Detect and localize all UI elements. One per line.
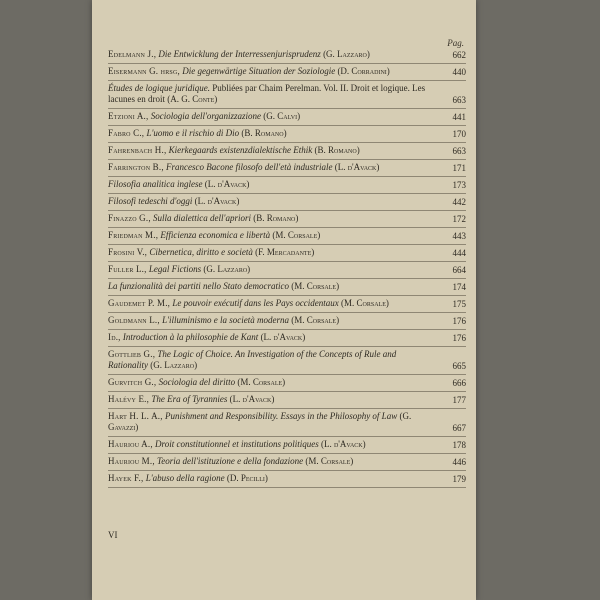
entry-title: Die Entwicklung der Interressenjurisprudenz xyxy=(158,49,321,59)
entry-text xyxy=(108,281,444,292)
entry-title: Le pouvoir exécutif dans les Pays occidentaux xyxy=(172,298,339,308)
entry-page-number: 178 xyxy=(452,440,466,450)
entry-reviewer: (F. Mercadante) xyxy=(255,247,315,257)
entry-title: Introduction à la philosophie de Kant xyxy=(122,332,259,342)
entry-title: L'abuso della ragione xyxy=(145,473,225,483)
entry-author: Hayek F., xyxy=(108,473,144,483)
index-entry xyxy=(108,81,466,109)
entry-title: Teoria dell'istituzione e della fondazione xyxy=(157,456,304,466)
index-entry xyxy=(108,262,466,279)
entry-text xyxy=(108,83,444,105)
entry-author: Finazzo G., xyxy=(108,213,151,223)
entry-page-number: 174 xyxy=(452,282,466,292)
entry-text xyxy=(108,473,444,484)
page-number: VI xyxy=(108,530,118,540)
index-entry xyxy=(108,296,466,313)
entry-reviewer: (A. G. Conte) xyxy=(167,94,218,104)
entry-author: Gurvitch G., xyxy=(108,377,157,387)
entry-reviewer: (G. Lazzaro) xyxy=(150,360,198,370)
entry-page-number: 440 xyxy=(452,67,466,77)
entry-title: Sociologia del diritto xyxy=(158,377,236,387)
entry-author: Hauriou M., xyxy=(108,456,155,466)
entry-author: Hauriou A., xyxy=(108,439,153,449)
entry-title: Punishment and Responsibility. Essays in the Philosophy of Law xyxy=(164,411,398,421)
entry-author: Eisermann G. hrsg, xyxy=(108,66,180,76)
index-entry xyxy=(108,347,466,375)
entry-title: Sociologia dell'organizzazione xyxy=(150,111,262,121)
index-entry xyxy=(108,194,466,211)
entry-author: Fabro C., xyxy=(108,128,145,138)
index-entry xyxy=(108,392,466,409)
entry-text xyxy=(108,196,444,207)
entry-text xyxy=(108,315,444,326)
entry-text xyxy=(108,247,444,258)
entry-text xyxy=(108,145,444,156)
entry-title: Filosofi tedeschi d'oggi xyxy=(108,196,193,206)
entry-text xyxy=(108,49,444,60)
entry-page-number: 172 xyxy=(452,214,466,224)
entry-text xyxy=(108,66,444,77)
entry-page-number: 176 xyxy=(452,333,466,343)
index-entry xyxy=(108,177,466,194)
entry-author: Edelmann J., xyxy=(108,49,157,59)
entry-text xyxy=(108,411,444,433)
index-entry xyxy=(108,64,466,81)
entry-title: Efficienza economica e libertà xyxy=(160,230,271,240)
entry-page-number: 175 xyxy=(452,299,466,309)
index-entry xyxy=(108,126,466,143)
entry-text xyxy=(108,332,444,343)
entry-reviewer: (M. Corsale) xyxy=(237,377,286,387)
entry-text xyxy=(108,264,444,275)
index-entry xyxy=(108,454,466,471)
entry-reviewer: (G. Calvi) xyxy=(263,111,301,121)
entry-reviewer: (G. Lazzaro) xyxy=(323,49,370,59)
entry-page-number: 667 xyxy=(452,423,466,433)
index-entry xyxy=(108,471,466,488)
entry-author: Id., xyxy=(108,332,121,342)
entry-author: Friedman M., xyxy=(108,230,159,240)
entry-reviewer: (L. d'Avack) xyxy=(334,162,380,172)
entry-reviewer: (B. Romano) xyxy=(253,213,299,223)
entry-author: Gaudemet P. M., xyxy=(108,298,171,308)
entry-text xyxy=(108,439,444,450)
entry-reviewer: (M. Corsale) xyxy=(272,230,321,240)
entry-reviewer: (L. d'Avack) xyxy=(194,196,240,206)
entry-title: Kierkegaards existenzdialektische Ethik xyxy=(168,145,313,155)
entry-page-number: 442 xyxy=(452,197,466,207)
index-entries xyxy=(108,47,466,488)
entry-author: Fahrenbach H., xyxy=(108,145,167,155)
entry-reviewer: (D. Pecilli) xyxy=(226,473,268,483)
entry-text xyxy=(108,349,444,371)
entry-reviewer: (M. Corsale) xyxy=(341,298,389,308)
entry-page-number: 663 xyxy=(452,146,466,156)
entry-author: Farrington B., xyxy=(108,162,164,172)
entry-author: Halévy E., xyxy=(108,394,150,404)
index-entry xyxy=(108,211,466,228)
entry-details: Publiées par Chaim Perelman. Vol. II. Droit et logique. Les lacunes en droit xyxy=(108,83,426,104)
entry-title: L'uomo e il rischio di Dio xyxy=(146,128,240,138)
entry-author: Frosini V., xyxy=(108,247,148,257)
entry-author: Goldmann L., xyxy=(108,315,160,325)
entry-text xyxy=(108,213,444,224)
index-entry xyxy=(108,330,466,347)
entry-text xyxy=(108,230,444,241)
entry-title: L'illuminismo e la società moderna xyxy=(162,315,289,325)
index-entry xyxy=(108,375,466,392)
entry-title: Sulla dialettica dell'apriori xyxy=(153,213,251,223)
book-page xyxy=(92,0,476,600)
entry-page-number: 664 xyxy=(452,265,466,275)
entry-page-number: 446 xyxy=(452,457,466,467)
index-entry xyxy=(108,228,466,245)
entry-reviewer: (G. Lazzaro) xyxy=(203,264,251,274)
entry-title: Die gegenwärtige Situation der Soziologie xyxy=(182,66,336,76)
entry-page-number: 663 xyxy=(452,95,466,105)
entry-page-number: 444 xyxy=(452,248,466,258)
entry-author: Gottlieb G., xyxy=(108,349,156,359)
entry-reviewer: (M. Corsale) xyxy=(305,456,354,466)
entry-text xyxy=(108,456,444,467)
entry-page-number: 441 xyxy=(452,112,466,122)
entry-text xyxy=(108,298,444,309)
entry-page-number: 173 xyxy=(452,180,466,190)
entry-reviewer: (M. Corsale) xyxy=(291,315,340,325)
entry-title: The Logic of Choice. An Investigation of the Concepts of Rule and Rationality xyxy=(108,349,397,370)
index-entry xyxy=(108,245,466,262)
entry-reviewer: (L. d'Avack) xyxy=(204,179,250,189)
entry-author: Hart H. L. A., xyxy=(108,411,163,421)
entry-text xyxy=(108,179,444,190)
entry-page-number: 177 xyxy=(452,395,466,405)
entry-title: La funzionalità dei partiti nello Stato democratico xyxy=(108,281,289,291)
entry-text xyxy=(108,111,444,122)
index-entry xyxy=(108,279,466,296)
entry-page-number: 666 xyxy=(452,378,466,388)
entry-title: The Era of Tyrannies xyxy=(151,394,228,404)
entry-page-number: 443 xyxy=(452,231,466,241)
entry-title: Francesco Bacone filosofo dell'età industriale xyxy=(166,162,333,172)
index-entry xyxy=(108,109,466,126)
entry-text xyxy=(108,394,444,405)
entry-reviewer: (L. d'Avack) xyxy=(320,439,366,449)
page-column-header: Pag. xyxy=(447,38,464,48)
entry-reviewer: (B. Romano) xyxy=(241,128,287,138)
entry-reviewer: (B. Romano) xyxy=(314,145,360,155)
entry-page-number: 665 xyxy=(452,361,466,371)
entry-title: Droit constitutionnel et institutions politiques xyxy=(155,439,319,449)
entry-reviewer: (M. Corsale) xyxy=(291,281,340,291)
entry-page-number: 170 xyxy=(452,129,466,139)
entry-page-number: 179 xyxy=(452,474,466,484)
index-entry xyxy=(108,160,466,177)
entry-page-number: 171 xyxy=(452,163,466,173)
entry-text xyxy=(108,128,444,139)
entry-page-number: 176 xyxy=(452,316,466,326)
entry-text xyxy=(108,162,444,173)
entry-title: Legal Fictions xyxy=(148,264,202,274)
index-entry xyxy=(108,143,466,160)
index-entry xyxy=(108,47,466,64)
index-entry xyxy=(108,313,466,330)
entry-title: Filosofia analitica inglese xyxy=(108,179,203,189)
entry-author: Etzioni A., xyxy=(108,111,149,121)
index-entry xyxy=(108,409,466,437)
entry-title: Cibernetica, diritto e società xyxy=(149,247,253,257)
entry-page-number: 662 xyxy=(452,50,466,60)
entry-reviewer: (G. Gavazzi) xyxy=(108,411,412,432)
entry-reviewer: (L. d'Avack) xyxy=(229,394,275,404)
entry-author: Fuller L., xyxy=(108,264,147,274)
entry-text xyxy=(108,377,444,388)
index-entry xyxy=(108,437,466,454)
entry-reviewer: (L. d'Avack) xyxy=(260,332,306,342)
entry-title: Études de logique juridique. xyxy=(108,83,210,93)
entry-reviewer: (D. Corradini) xyxy=(337,66,390,76)
